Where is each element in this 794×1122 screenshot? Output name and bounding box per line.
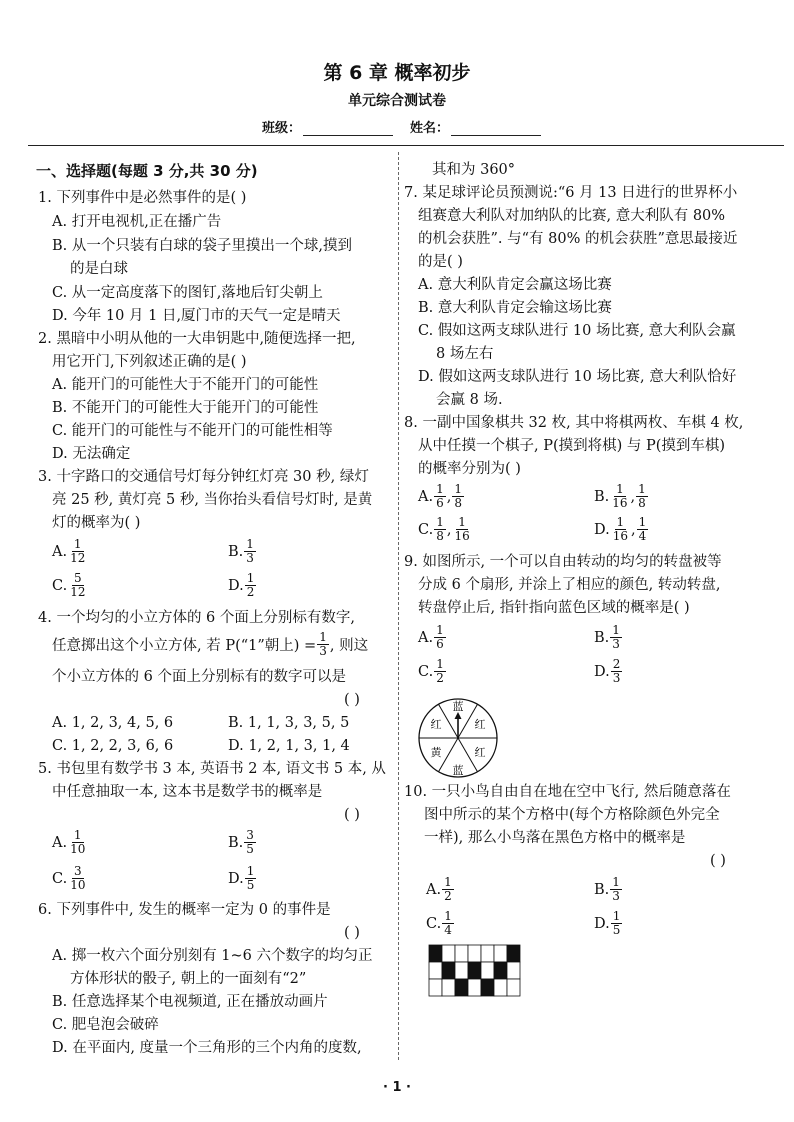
- q1-stem: 1. 下列事件中是必然事件的是( ): [38, 190, 247, 206]
- q7-stem-cont2: 的机会获胜”. 与“有 80% 的机会获胜”意思最接近: [418, 231, 738, 247]
- spinner-label-bottom: 蓝: [452, 764, 464, 777]
- page-number: · 1 ·: [383, 1080, 411, 1095]
- q9-option-a: A. $\frac{1}{6}$: [418, 623, 444, 651]
- class-field: [262, 117, 393, 136]
- q2-option-d: D. 无法确定: [52, 446, 131, 462]
- q5-option-a: A. $\frac{1}{10}$: [52, 828, 86, 856]
- q4-stem-cont: 任意掷出这个小立方体, 若 P(“1”朝上) = $\frac{1}{3}$ , 则这: [52, 630, 369, 658]
- grid-cell-black: [481, 979, 494, 996]
- grid-cell-white: [507, 962, 520, 979]
- column-divider: [398, 152, 399, 1060]
- name-label: 姓名：: [410, 121, 450, 136]
- name-blank: [451, 121, 541, 136]
- section-title: 一、选择题(每题 3 分,共 30 分): [36, 162, 258, 180]
- q7-option-b: B. 意大利队肯定会输这场比赛: [418, 300, 612, 316]
- q4-option-b: B. 1, 1, 3, 3, 5, 5: [228, 715, 350, 731]
- grid-cell-white: [468, 979, 481, 996]
- q1-option-a: A. 打开电视机,正在播广告: [52, 214, 222, 230]
- q2-stem: 2. 黑暗中小明从他的一大串钥匙中,随便选择一把,: [38, 331, 356, 347]
- q6-option-d-cont: 其和为 360°: [432, 162, 516, 178]
- q10-answer-paren: ( ): [710, 853, 726, 869]
- q5-stem: 5. 书包里有数学书 3 本, 英语书 2 本, 语文书 5 本, 从: [38, 761, 386, 777]
- q7-option-c: C. 假如这两支球队进行 10 场比赛, 意大利队会赢: [418, 323, 736, 339]
- q3-stem: 3. 十字路口的交通信号灯每分钟红灯亮 30 秒, 绿灯: [38, 469, 369, 485]
- q4-stem-cont2: 个小立方体的 6 个面上分别标有的数字可以是: [52, 669, 346, 685]
- q3-option-b: B. $\frac{1}{3}$: [228, 537, 254, 565]
- grid-cell-white: [468, 945, 481, 962]
- q7-stem-cont3: 的是( ): [418, 254, 463, 270]
- q6-answer-paren: ( ): [344, 925, 360, 941]
- spinner-label-upper-left: 红: [430, 718, 442, 731]
- q5-option-d: D. $\frac{1}{5}$: [228, 864, 255, 892]
- q7-option-c-cont: 8 场左右: [436, 346, 494, 362]
- q2-stem-cont: 用它开门,下列叙述正确的是( ): [52, 354, 247, 370]
- q10-option-d: D. $\frac{1}{5}$: [594, 909, 621, 937]
- header-rule: [28, 145, 784, 146]
- q7-option-a: A. 意大利队肯定会赢这场比赛: [418, 277, 612, 293]
- q9-option-c: C. $\frac{1}{2}$: [418, 657, 444, 685]
- q8-stem-cont2: 的概率分别为( ): [418, 461, 521, 477]
- grid-cell-white: [494, 945, 507, 962]
- q10-stem-cont: 图中所示的某个方格中(每个方格除颜色外完全: [424, 807, 720, 823]
- q6-option-d: D. 在平面内, 度量一个三角形的三个内角的度数,: [52, 1040, 362, 1056]
- name-field: [410, 117, 541, 136]
- q7-option-d: D. 假如这两支球队进行 10 场比赛, 意大利队恰好: [418, 369, 737, 385]
- q10-option-c: C. $\frac{1}{4}$: [426, 909, 452, 937]
- grid-cell-black: [507, 945, 520, 962]
- class-label: 班级：: [262, 121, 302, 136]
- q10-stem-cont2: 一样), 那么小鸟落在黑色方格中的概率是: [424, 830, 686, 846]
- q1-option-c: C. 从一定高度落下的图钉,落地后钉尖朝上: [52, 285, 323, 301]
- q8-option-c: C. $\frac{1}{8}$ , $\frac{1}{16}$: [418, 515, 470, 543]
- q3-option-a: A. $\frac{1}{12}$: [52, 537, 86, 565]
- grid-cell-black: [494, 962, 507, 979]
- q4-stem: 4. 一个均匀的小立方体的 6 个面上分别标有数字,: [38, 610, 355, 626]
- class-blank: [303, 121, 393, 136]
- q3-option-d: D. $\frac{1}{2}$: [228, 571, 255, 599]
- q7-option-d-cont: 会赢 8 场.: [436, 392, 503, 408]
- q2-option-c: C. 能开门的可能性与不能开门的可能性相等: [52, 423, 333, 439]
- q5-stem-cont: 中任意抽取一本, 这本书是数学书的概率是: [52, 784, 323, 800]
- q9-stem-cont2: 转盘停止后, 指针指向蓝色区域的概率是( ): [418, 600, 690, 616]
- spinner-label-lower-right: 红: [474, 746, 486, 759]
- grid-cell-white: [429, 979, 442, 996]
- q8-stem-cont: 从中任摸一个棋子, P(摸到将棋) 与 P(摸到车棋): [418, 438, 726, 454]
- q9-option-d: D. $\frac{2}{3}$: [594, 657, 621, 685]
- grid-cell-white: [481, 945, 494, 962]
- q6-option-a: A. 掷一枚六个面分别刻有 1~6 六个数字的均匀正: [52, 948, 373, 964]
- exam-subtitle: 单元综合测试卷: [348, 93, 446, 109]
- q3-stem-cont2: 灯的概率为( ): [52, 515, 141, 531]
- q2-option-b: B. 不能开门的可能性大于能开门的可能性: [52, 400, 319, 416]
- spinner-label-lower-left: 黄: [430, 746, 442, 759]
- grid-cell-black: [455, 979, 468, 996]
- q1-option-b-cont: 的是白球: [70, 261, 128, 277]
- q1-option-b: B. 从一个只装有白球的袋子里摸出一个球,摸到: [52, 238, 352, 254]
- q7-stem: 7. 某足球评论员预测说:“6 月 13 日进行的世界杯小: [404, 185, 738, 201]
- q6-option-b: B. 任意选择某个电视频道, 正在播放动画片: [52, 994, 328, 1010]
- chapter-title: 第 6 章 概率初步: [323, 62, 471, 84]
- q8-option-a: A. $\frac{1}{6}$ , $\frac{1}{8}$: [418, 482, 462, 510]
- q3-option-c: C. $\frac{5}{12}$: [52, 571, 86, 599]
- spinner-label-upper-right: 红: [474, 718, 486, 731]
- q8-option-b: B. $\frac{1}{16}$ , $\frac{1}{8}$: [594, 482, 646, 510]
- q5-answer-paren: ( ): [344, 807, 360, 823]
- q6-option-a-cont: 方体形状的骰子, 朝上的一面刻有“2”: [70, 971, 307, 987]
- q9-option-b: B. $\frac{1}{3}$: [594, 623, 620, 651]
- q7-stem-cont: 组赛意大利队对加纳队的比赛, 意大利队有 80%: [418, 208, 726, 224]
- q4-answer-paren: ( ): [344, 692, 360, 708]
- q3-stem-cont: 亮 25 秒, 黄灯亮 5 秒, 当你抬头看信号灯时, 是黄: [52, 492, 373, 508]
- grid-cell-black: [468, 962, 481, 979]
- q10-square-grid: [428, 944, 522, 998]
- grid-cell-white: [455, 945, 468, 962]
- q6-stem: 6. 下列事件中, 发生的概率一定为 0 的事件是: [38, 902, 331, 918]
- grid-cell-white: [481, 962, 494, 979]
- grid-cell-white: [442, 979, 455, 996]
- q2-option-a: A. 能开门的可能性大于不能开门的可能性: [52, 377, 319, 393]
- grid-cell-black: [442, 962, 455, 979]
- grid-cell-white: [507, 979, 520, 996]
- q5-option-c: C. $\frac{3}{10}$: [52, 864, 86, 892]
- q8-option-d: D. $\frac{1}{16}$ , $\frac{1}{4}$: [594, 515, 647, 543]
- grid-cell-white: [429, 962, 442, 979]
- q8-stem: 8. 一副中国象棋共 32 枚, 其中将棋两枚、车棋 4 枚,: [404, 415, 744, 431]
- q10-option-a: A. $\frac{1}{2}$: [426, 875, 452, 903]
- grid-cell-white: [442, 945, 455, 962]
- q9-stem-cont: 分成 6 个扇形, 并涂上了相应的颜色, 转动转盘,: [418, 577, 721, 593]
- q1-option-d: D. 今年 10 月 1 日,厦门市的天气一定是晴天: [52, 308, 341, 324]
- spinner-figure: [416, 696, 500, 780]
- grid-cell-black: [429, 945, 442, 962]
- q5-option-b: B. $\frac{3}{5}$: [228, 828, 254, 856]
- q10-stem: 10. 一只小鸟自由自在地在空中飞行, 然后随意落在: [404, 784, 731, 800]
- q10-option-b: B. $\frac{1}{3}$: [594, 875, 620, 903]
- q9-stem: 9. 如图所示, 一个可以自由转动的均匀的转盘被等: [404, 554, 722, 570]
- spinner-label-top: 蓝: [452, 700, 464, 713]
- q4-option-d: D. 1, 2, 1, 3, 1, 4: [228, 738, 350, 754]
- q4-option-c: C. 1, 2, 2, 3, 6, 6: [52, 738, 174, 754]
- q4-option-a: A. 1, 2, 3, 4, 5, 6: [52, 715, 174, 731]
- grid-cell-white: [494, 979, 507, 996]
- grid-cell-white: [455, 962, 468, 979]
- q6-option-c: C. 肥皂泡会破碎: [52, 1017, 159, 1033]
